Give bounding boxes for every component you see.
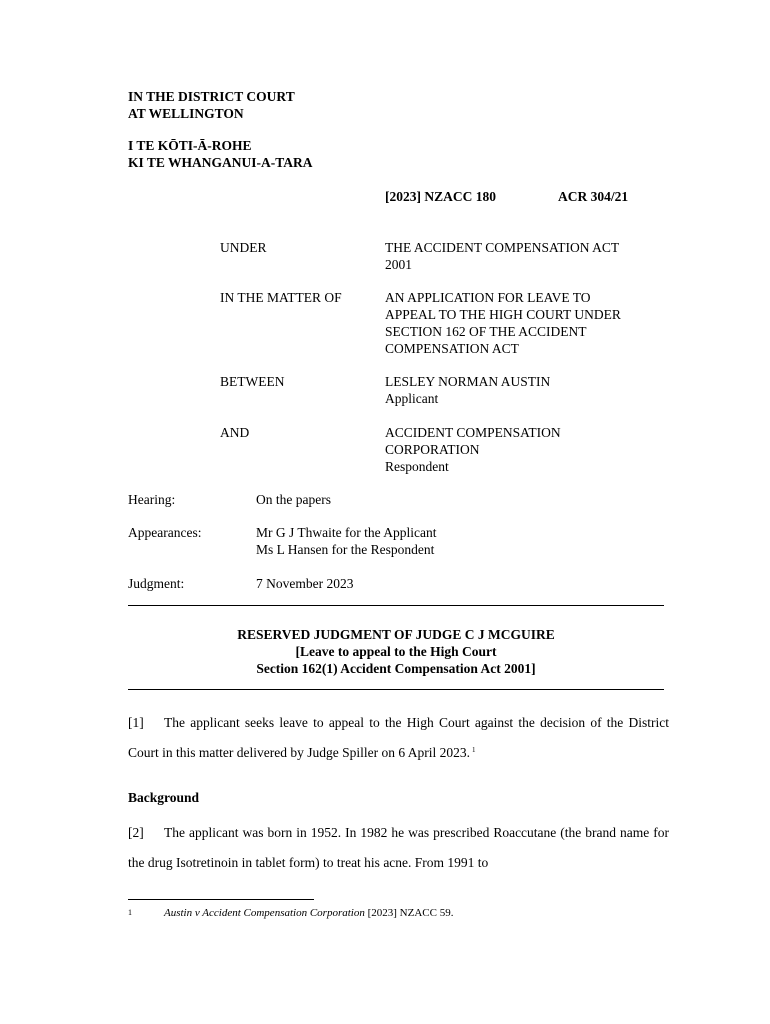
paragraph-text: The applicant was born in 1952. In 1982 he was prescribed Roaccutane (the brand name for the drug Isotretinoin in tablet form) to treat his acne. From 1991 to bbox=[128, 825, 669, 870]
party-label-and: AND bbox=[220, 425, 250, 440]
court-header bbox=[128, 88, 428, 171]
court-name: IN THE DISTRICT COURT bbox=[128, 89, 295, 104]
appearances-value: Mr G J Thwaite for the Applicant Ms L Hansen for the Respondent bbox=[256, 525, 437, 557]
footnote-number: 1 bbox=[128, 908, 132, 917]
paragraph-number: [1] bbox=[128, 715, 144, 730]
footnote-ref[interactable]: 1 bbox=[471, 745, 476, 754]
judgment-label: Judgment: bbox=[128, 576, 185, 591]
party-label-matter: IN THE MATTER OF bbox=[220, 290, 342, 305]
section-heading-background: Background bbox=[128, 790, 200, 805]
judgment-title-line1: RESERVED JUDGMENT OF JUDGE C J MCGUIRE bbox=[237, 627, 555, 642]
judgment-title bbox=[128, 626, 664, 677]
paragraph-text: The applicant seeks leave to appeal to the High Court against the decision of the District Court in this matter delivered by Judge Spiller on 6 April 2023. bbox=[128, 715, 669, 760]
footnote-citation: [2023] NZACC 59. bbox=[364, 907, 454, 919]
court-name-maori: I TE KŌTI-Ā-ROHE bbox=[128, 138, 252, 153]
party-label-between: BETWEEN bbox=[220, 374, 285, 389]
judgment-date: 7 November 2023 bbox=[256, 576, 354, 591]
party-text-applicant: LESLEY NORMAN AUSTIN Applicant bbox=[385, 374, 551, 406]
party-label-under: UNDER bbox=[220, 240, 267, 255]
file-number: ACR 304/21 bbox=[558, 189, 629, 204]
judgment-title-line3: Section 162(1) Accident Compensation Act 2001] bbox=[256, 661, 536, 676]
court-location: AT WELLINGTON bbox=[128, 106, 244, 121]
footnote-1 bbox=[128, 906, 668, 920]
neutral-citation: [2023] NZACC 180 bbox=[385, 189, 496, 204]
court-location-maori: KI TE WHANGANUI-A-TARA bbox=[128, 155, 313, 170]
divider-top bbox=[128, 605, 664, 606]
hearing-value: On the papers bbox=[256, 492, 331, 507]
party-text-matter: AN APPLICATION FOR LEAVE TO APPEAL TO THE HIGH COURT UNDER SECTION 162 OF THE ACCIDENT COMPENSATION ACT bbox=[385, 290, 621, 356]
appearances-label: Appearances: bbox=[128, 525, 202, 540]
footnote-divider bbox=[128, 899, 314, 900]
paragraph-1 bbox=[128, 708, 669, 768]
party-text-respondent: ACCIDENT COMPENSATION CORPORATION Respondent bbox=[385, 425, 561, 474]
judgment-title-line2: [Leave to appeal to the High Court bbox=[295, 644, 497, 659]
footnote-case-name: Austin v Accident Compensation Corporation bbox=[164, 907, 365, 919]
paragraph-2 bbox=[128, 818, 669, 878]
paragraph-number: [2] bbox=[128, 825, 144, 840]
party-text-under: THE ACCIDENT COMPENSATION ACT 2001 bbox=[385, 240, 620, 272]
hearing-label: Hearing: bbox=[128, 492, 176, 507]
divider-bottom bbox=[128, 689, 664, 690]
